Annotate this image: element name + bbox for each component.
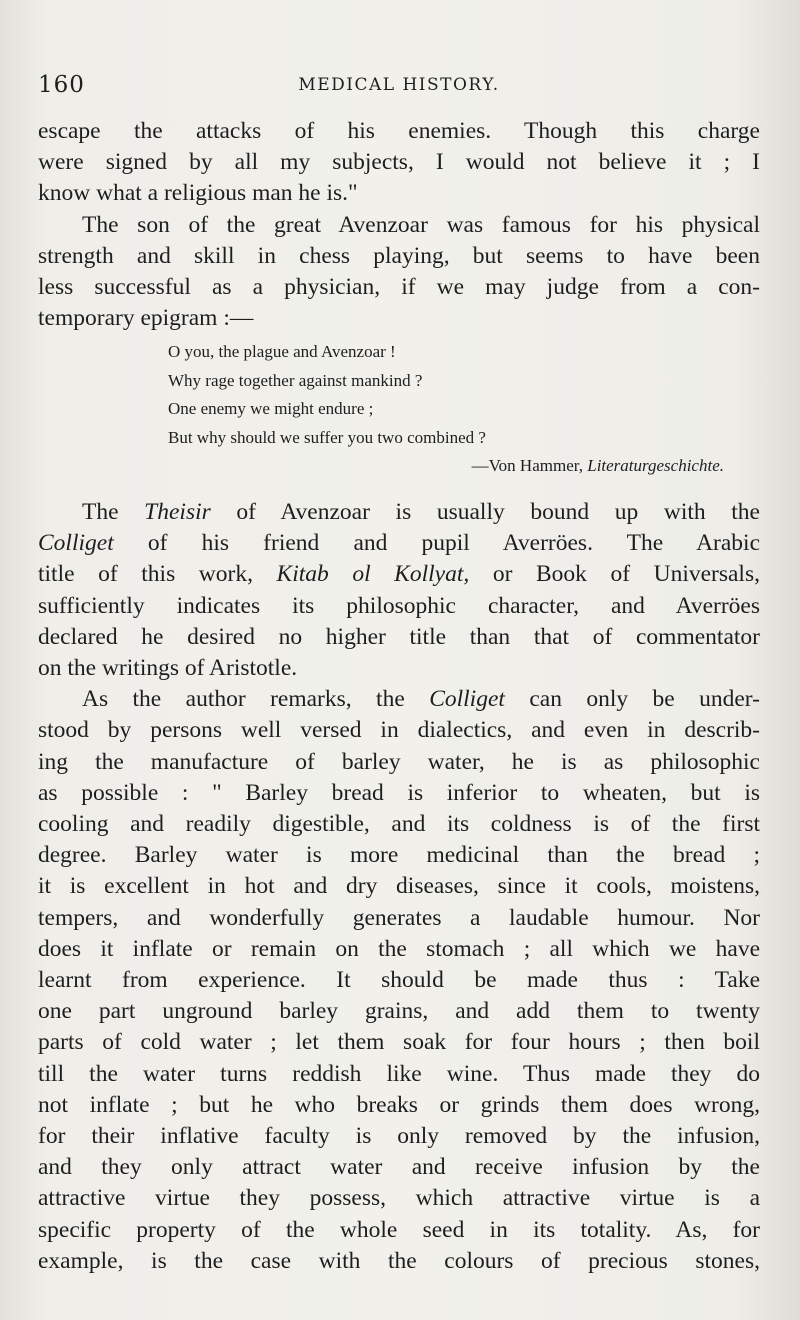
running-head: MEDICAL HISTORY. [298,75,500,95]
text-line: less successful as a physician, if we may judge from a con- [38,274,760,301]
text-line: As the author remarks, the Colliget can only be under- [82,686,760,713]
text-line: specific property of the whole seed in its totality. As, for [38,1216,760,1243]
text-line: temporary epigram :— [38,305,254,332]
text-line: The Theisir of Avenzoar is usually bound up with the [82,498,760,525]
text-line: does it inflate or remain on the stomach ; all which we have [38,935,760,962]
epigram-line: O you, the plague and Avenzoar ! [168,342,396,362]
text-line: escape the attacks of his enemies. Though this charge [38,118,760,144]
text-line: example, is the case with the colours of precious stones, [38,1247,760,1274]
text-line: ing the manufacture of barley water, he is as philosophic [38,748,760,775]
epigram-attribution [168,452,760,481]
epigram-line: Why rage together against mankind ? [168,370,423,390]
epigram-line: One enemy we might endure ; [168,399,374,419]
text-line: stood by persons well versed in dialectics, and even in describ- [38,717,760,744]
text-line: not inflate ; but he who breaks or grinds them does wrong, [38,1091,760,1118]
page-number: 160 [38,72,85,98]
text-line: and they only attract water and receive infusion by the [38,1154,760,1181]
text-line: Colliget of his friend and pupil Averröes. The Arabic [38,530,760,557]
text-line: know what a religious man he is." [38,180,358,207]
page-body [38,116,760,1277]
text-line: tempers, and wonderfully generates a laudable humour. Nor [38,904,760,931]
text-line: The son of the great Avenzoar was famous for his physical [82,211,760,238]
text-line: learnt from experience. It should be made thus : Take [38,966,760,993]
text-line: were signed by all my subjects, I would not believe it ; I [38,149,760,176]
attribution-work: Literaturgeschichte. [587,456,724,476]
text-line: sufficiently indicates its philosophic character, and Averröes [38,592,760,619]
paragraph-continued [38,116,760,210]
paragraph-theisir [38,497,760,684]
text-line: strength and skill in chess playing, but seems to have been [38,242,760,269]
text-line: till the water turns reddish like wine. Thus made they do [38,1060,760,1087]
epigram-block [38,338,760,481]
text-line: for their inflative faculty is only removed by the infusion, [38,1122,760,1149]
text-line: as possible : " Barley bread is inferior to wheaten, but is [38,779,760,806]
paragraph-colliget [38,684,760,1277]
text-line: it is excellent in hot and dry diseases, since it cools, moistens, [38,873,760,900]
paragraph-avenzoar-son [38,210,760,335]
text-line: on the writings of Aristotle. [38,654,298,681]
text-line: degree. Barley water is more medicinal than the bread ; [38,842,760,869]
epigram-line: But why should we suffer you two combined ? [168,427,486,447]
text-line: one part unground barley grains, and add them to twenty [38,998,760,1025]
text-line: declared he desired no higher title than that of commentator [38,623,760,650]
text-line: attractive virtue they possess, which attractive virtue is a [38,1185,760,1212]
text-line: title of this work, Kitab ol Kollyat, or Book of Universals, [38,561,760,588]
text-line: parts of cold water ; let them soak for four hours ; then boil [38,1029,760,1056]
text-line: cooling and readily digestible, and its coldness is of the first [38,810,760,837]
attribution-author: —Von Hammer, [471,456,588,476]
page-header [38,72,760,102]
